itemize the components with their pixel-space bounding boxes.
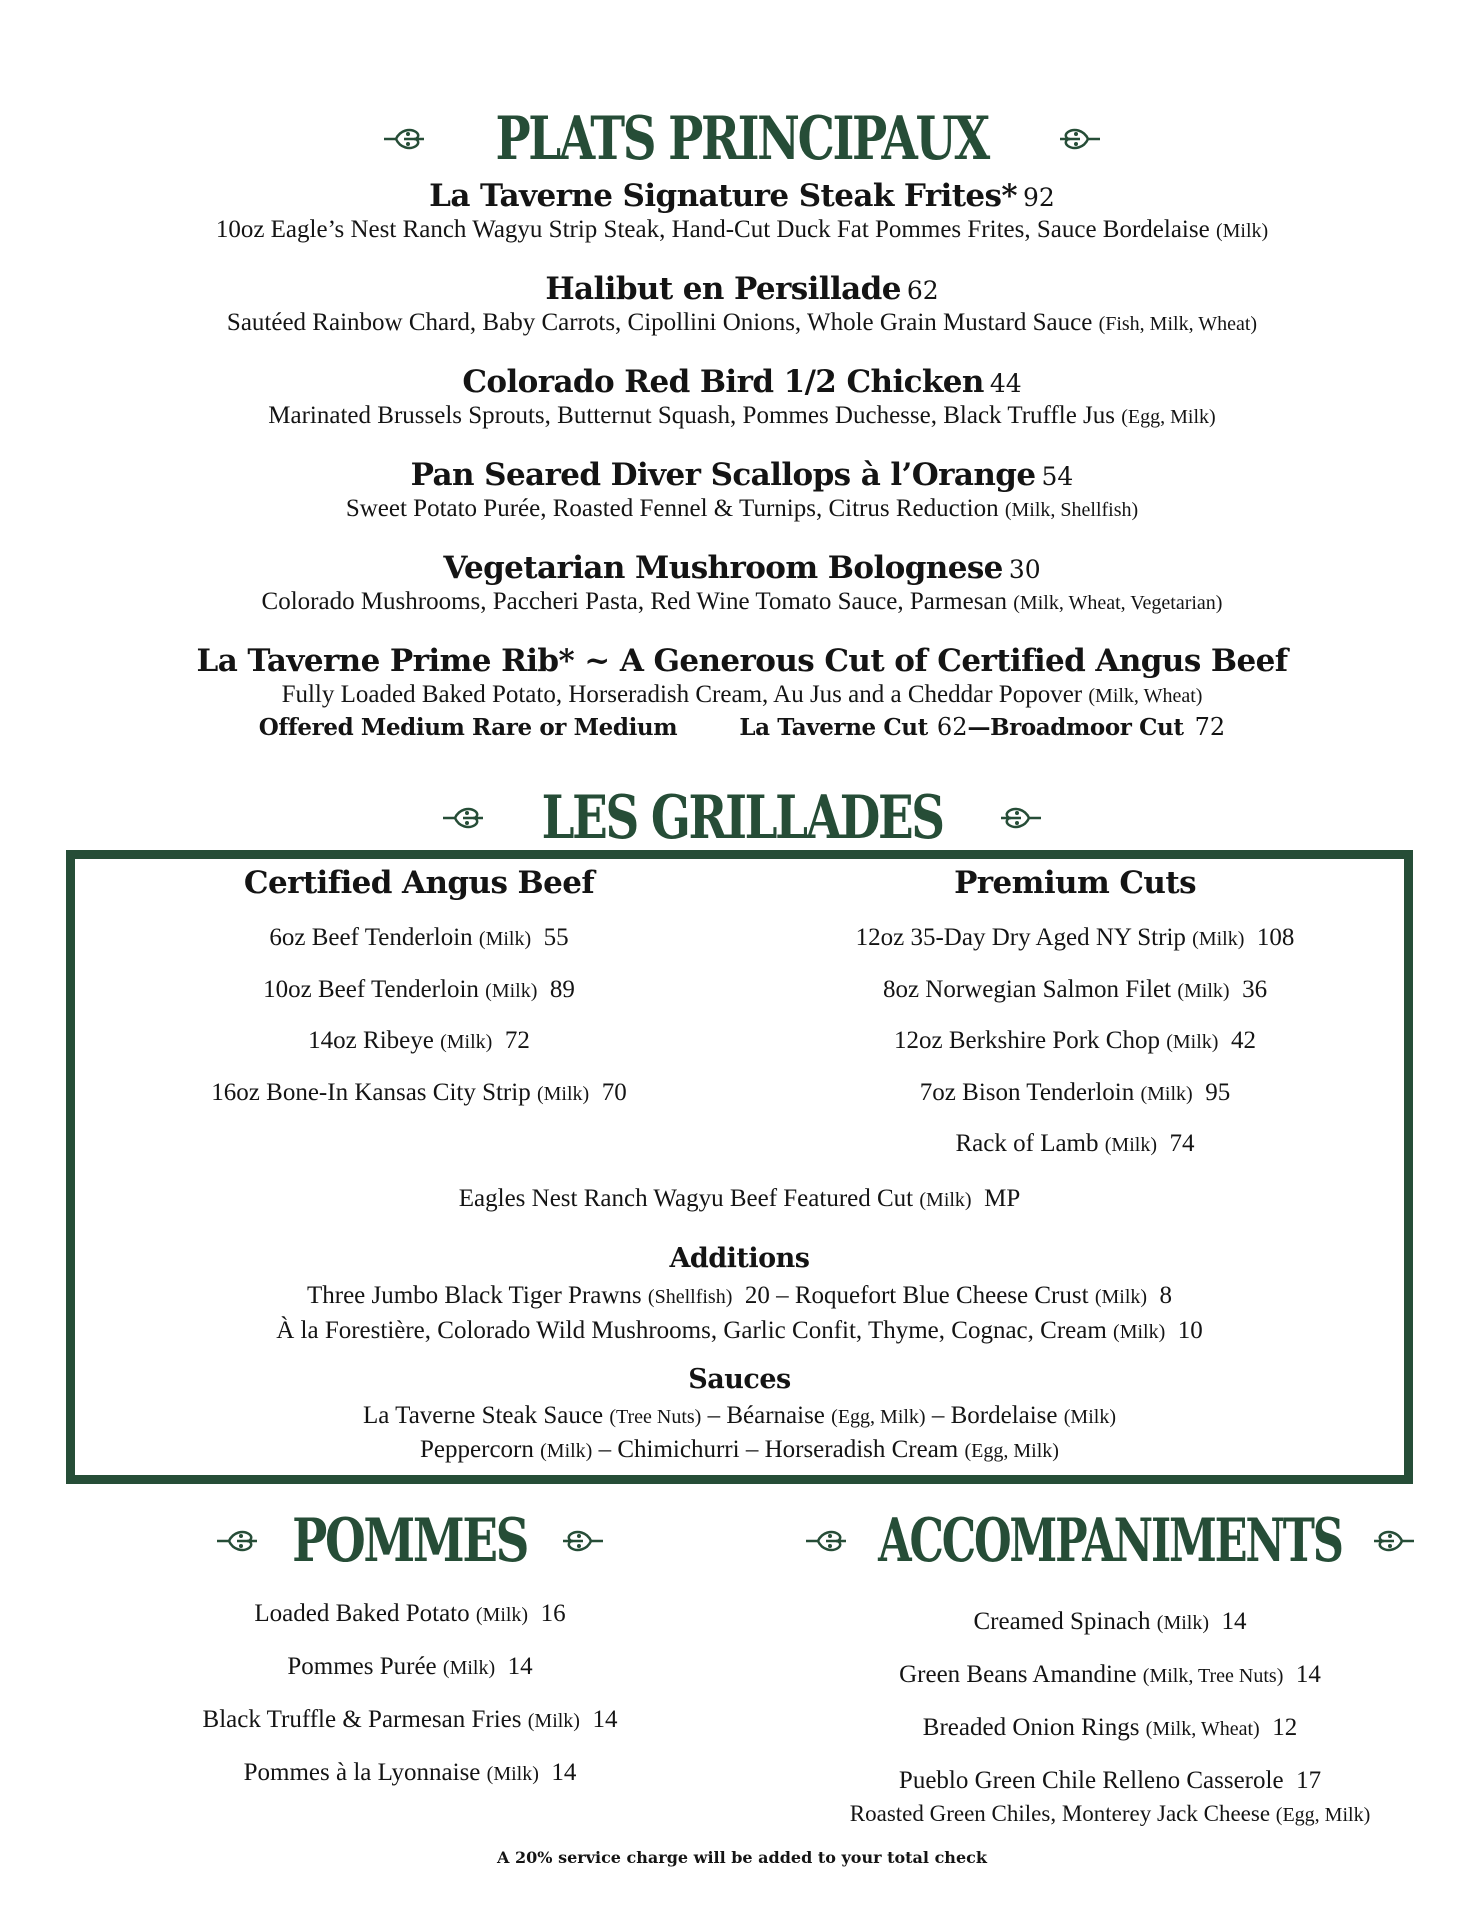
prime-rib-allergens: (Milk, Wheat) (1088, 685, 1203, 707)
grill-item-price: 74 (1169, 1130, 1195, 1157)
sauce-name: La Taverne Steak Sauce (363, 1402, 604, 1429)
flourish-left-icon (441, 803, 485, 833)
additions-line (75, 1282, 1404, 1310)
grill-item-allergens: (Milk) (1104, 1134, 1157, 1156)
side-allergens: (Milk, Wheat) (1145, 1718, 1260, 1740)
side-allergens: (Milk) (475, 1604, 529, 1626)
item-price: 92 (1023, 183, 1055, 212)
item-allergens: (Milk, Shellfish) (1004, 499, 1139, 521)
plats-item (0, 364, 1484, 433)
grillades-title: LES GRILLADES (541, 783, 943, 853)
separator: – (931, 1402, 945, 1429)
grill-item-price: 55 (543, 924, 569, 951)
flourish-right-icon (999, 803, 1043, 833)
premium-column (775, 863, 1375, 1171)
accompaniments-title: ACCOMPANIMENTS (878, 1506, 1342, 1576)
grillades-frame (66, 850, 1413, 1484)
grill-item-allergens: (Milk) (1192, 928, 1245, 950)
grill-item-name: 10oz Beef Tenderloin (263, 975, 479, 1003)
grill-item-name: 16oz Bone-In Kansas City Strip (211, 1078, 531, 1106)
side-name: Pueblo Green Chile Relleno Casserole (898, 1767, 1284, 1794)
grill-item (69, 1068, 769, 1120)
separator: – (598, 1436, 612, 1463)
plats-item (0, 457, 1484, 526)
separator: – (745, 1436, 759, 1463)
grill-item-allergens: (Milk) (485, 979, 538, 1002)
addition-name: À la Forestière, Colorado Wild Mushrooms, Garlic Confit, Thyme, Cognac, Cream (276, 1317, 1107, 1344)
addition-price: 10 (1177, 1317, 1203, 1344)
additions-line (75, 1317, 1404, 1345)
side-name: Green Beans Amandine (899, 1661, 1137, 1688)
prime-rib-item (0, 643, 1484, 745)
grill-item (775, 965, 1375, 1017)
flourish-right-icon (1058, 124, 1102, 154)
angus-column (69, 863, 769, 1119)
accompaniments-list (760, 1596, 1460, 1828)
sauce-name: Béarnaise (726, 1402, 825, 1429)
grill-item-allergens: (Milk) (478, 928, 532, 950)
additions-title: Additions (669, 1243, 810, 1274)
cut1-label: La Taverne Cut (739, 714, 928, 741)
item-allergens: (Egg, Milk) (1121, 406, 1216, 428)
side-price: 12 (1272, 1714, 1298, 1741)
angus-title: Certified Angus Beef (243, 865, 595, 901)
sauce-allergens: (Milk) (1063, 1406, 1116, 1428)
sauce-name: Peppercorn (420, 1436, 534, 1463)
sauce-allergens: (Milk) (540, 1440, 593, 1462)
item-name: Pan Seared Diver Scallops à l’Orange (410, 457, 1036, 493)
side-price: 14 (1295, 1661, 1321, 1688)
side-allergens: (Milk) (486, 1763, 539, 1785)
item-allergens: (Milk, Wheat, Vegetarian) (1013, 592, 1223, 614)
addition-allergens: (Milk) (1094, 1286, 1148, 1308)
side-item (40, 1641, 780, 1694)
side-item (760, 1649, 1460, 1702)
side-name: Loaded Baked Potato (254, 1600, 470, 1627)
flourish-right-icon (1372, 1526, 1416, 1556)
side-allergens: (Egg, Milk) (1275, 1804, 1371, 1826)
grill-item-name: 12oz 35-Day Dry Aged NY Strip (855, 924, 1186, 951)
grill-item (775, 1119, 1375, 1171)
grill-item-name: 14oz Ribeye (308, 1027, 434, 1054)
item-desc: Sweet Potato Purée, Roasted Fennel & Turnips, Citrus Reduction (345, 495, 999, 522)
separator: – (776, 1282, 789, 1309)
grill-item (69, 1016, 769, 1068)
grill-item-price: 36 (1242, 975, 1268, 1003)
addition-allergens: (Shellfish) (647, 1286, 733, 1308)
plats-item (0, 550, 1484, 619)
grillades-heading (0, 783, 1484, 853)
grill-item-allergens: (Milk) (536, 1082, 590, 1105)
featured-name: Eagles Nest Ranch Wagyu Beef Featured Cut (458, 1185, 914, 1212)
item-allergens: (Milk) (1215, 220, 1269, 242)
pommes-title: POMMES (292, 1506, 528, 1576)
item-name: Colorado Red Bird 1/2 Chicken (462, 364, 984, 400)
grill-item-price: 72 (504, 1027, 530, 1054)
side-item (760, 1702, 1460, 1755)
grill-item-price: 42 (1230, 1027, 1256, 1054)
sauce-name: Bordelaise (950, 1402, 1058, 1429)
grill-item-allergens: (Milk) (1140, 1082, 1193, 1105)
grill-item (69, 965, 769, 1017)
sauce-name: Horseradish Cream (764, 1436, 959, 1463)
cut1-price: 62 (936, 713, 968, 741)
grill-item (775, 1016, 1375, 1068)
grill-item-name: 12oz Berkshire Pork Chop (894, 1027, 1160, 1054)
grill-item-name: 8oz Norwegian Salmon Filet (882, 975, 1172, 1003)
side-name: Pommes à la Lyonnaise (243, 1759, 481, 1786)
flourish-left-icon (382, 124, 426, 154)
cut2-label: —Broadmoor Cut (967, 714, 1184, 741)
item-desc: Sautéed Rainbow Chard, Baby Carrots, Cipollini Onions, Whole Grain Mustard Sauce (226, 309, 1093, 336)
item-desc: 10oz Eagle’s Nest Ranch Wagyu Strip Steak, Hand-Cut Duck Fat Pommes Frites, Sauce Bordelaise (215, 216, 1210, 243)
grill-item-price: 95 (1205, 1078, 1231, 1106)
item-name: Halibut en Persillade (545, 271, 901, 307)
side-name: Creamed Spinach (973, 1608, 1151, 1635)
flourish-left-icon (215, 1526, 259, 1556)
grill-item-allergens: (Milk) (440, 1031, 493, 1053)
casserole-desc (760, 1801, 1460, 1828)
sauce-name: Chimichurri (617, 1436, 740, 1463)
side-allergens: (Milk) (442, 1657, 496, 1679)
side-price: 14 (507, 1653, 533, 1680)
service-charge-note: A 20% service charge will be added to your total check (497, 1848, 987, 1867)
side-price: 17 (1296, 1767, 1322, 1794)
separator: – (707, 1402, 721, 1429)
item-price: 44 (989, 369, 1022, 398)
side-item (40, 1588, 780, 1641)
side-allergens: (Milk, Tree Nuts) (1142, 1665, 1284, 1687)
sauces-line (75, 1402, 1404, 1430)
side-name: Pommes Purée (287, 1653, 437, 1680)
addition-name: Three Jumbo Black Tiger Prawns (306, 1282, 642, 1309)
item-name: Vegetarian Mushroom Bolognese (443, 550, 1003, 586)
side-price: 16 (540, 1600, 566, 1627)
prime-rib-desc: Fully Loaded Baked Potato, Horseradish Cream, Au Jus and a Cheddar Popover (281, 681, 1083, 708)
item-allergens: (Fish, Milk, Wheat) (1098, 313, 1258, 335)
plats-item (0, 178, 1484, 247)
side-price: 14 (592, 1706, 618, 1733)
side-name: Black Truffle & Parmesan Fries (202, 1706, 522, 1733)
flourish-left-icon (804, 1526, 848, 1556)
sauces-line (75, 1436, 1404, 1464)
grill-item-allergens: (Milk) (1166, 1031, 1219, 1053)
featured-price: MP (984, 1185, 1021, 1212)
grill-item-price: 70 (601, 1078, 627, 1106)
side-item (40, 1747, 780, 1800)
side-price: 14 (1221, 1608, 1247, 1635)
side-item (760, 1596, 1460, 1649)
grill-item-name: 7oz Bison Tenderloin (919, 1078, 1135, 1106)
side-allergens: (Milk) (527, 1710, 580, 1732)
item-desc: Marinated Brussels Sprouts, Butternut Squash, Pommes Duchesse, Black Truffle Jus (268, 402, 1116, 429)
grill-item-name: 6oz Beef Tenderloin (269, 924, 473, 951)
flourish-right-icon (561, 1526, 605, 1556)
addition-price: 8 (1159, 1282, 1173, 1309)
sauces-title: Sauces (688, 1364, 791, 1395)
addition-allergens: (Milk) (1113, 1321, 1166, 1343)
addition-price: 20 (744, 1282, 770, 1309)
side-allergens: (Milk) (1156, 1612, 1209, 1634)
plats-item (0, 271, 1484, 340)
premium-title: Premium Cuts (954, 865, 1196, 901)
sauce-allergens: (Tree Nuts) (609, 1406, 702, 1428)
side-name: Breaded Onion Rings (922, 1714, 1140, 1741)
sauce-allergens: (Egg, Milk) (964, 1440, 1059, 1462)
cut2-price: 72 (1194, 713, 1226, 741)
side-price: 14 (551, 1759, 577, 1786)
item-desc: Colorado Mushrooms, Paccheri Pasta, Red Wine Tomato Sauce, Parmesan (261, 588, 1008, 615)
grill-item-price: 108 (1256, 924, 1295, 951)
item-name: La Taverne Signature Steak Frites* (429, 178, 1017, 214)
pommes-list (40, 1588, 780, 1800)
sauce-allergens: (Egg, Milk) (831, 1406, 926, 1428)
grill-item (775, 913, 1375, 965)
plats-title: PLATS PRINCIPAUX (495, 104, 989, 174)
grill-item (775, 1068, 1375, 1120)
addition-name: Roquefort Blue Cheese Crust (794, 1282, 1089, 1309)
casserole-item (760, 1761, 1460, 1801)
item-price: 54 (1041, 462, 1074, 491)
grill-item-name: Rack of Lamb (955, 1130, 1099, 1157)
prime-rib-name: La Taverne Prime Rib* ~ A Generous Cut of Certified Angus Beef (196, 643, 1288, 679)
featured-allergens: (Milk) (919, 1189, 972, 1211)
pommes-heading (40, 1508, 780, 1574)
grill-item-allergens: (Milk) (1177, 979, 1230, 1002)
item-price: 30 (1008, 555, 1041, 584)
accompaniments-heading (760, 1508, 1460, 1574)
featured-cut (75, 1185, 1404, 1213)
grill-item-price: 89 (549, 975, 575, 1003)
item-price: 62 (906, 276, 939, 305)
grill-item (69, 913, 769, 965)
side-item (40, 1694, 780, 1747)
plats-heading (0, 106, 1484, 172)
side-desc: Roasted Green Chiles, Monterey Jack Cheese (849, 1801, 1271, 1826)
prime-rib-offered: Offered Medium Rare or Medium (258, 714, 678, 741)
